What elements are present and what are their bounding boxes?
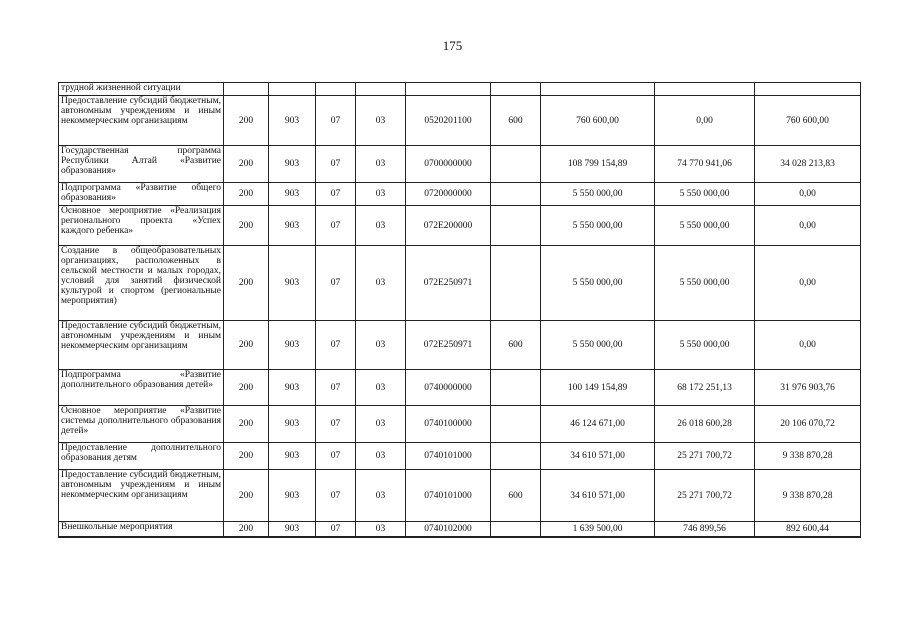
- cell-rz: [316, 83, 356, 96]
- cell-sum1: 5 550 000,00: [541, 183, 655, 206]
- cell-vr: 600: [491, 321, 541, 370]
- table-body: [59, 83, 861, 537]
- cell-sum1: 5 550 000,00: [541, 206, 655, 246]
- cell-csr: 0700000000: [406, 146, 491, 183]
- cell-pr: 03: [356, 406, 406, 443]
- cell-vr: [491, 443, 541, 470]
- cell-adm: 200: [224, 443, 269, 470]
- table-row: [59, 83, 861, 96]
- cell-name: Основное мероприятие «Развитие системы дополнительного образования детей»: [59, 406, 224, 443]
- cell-rz: 07: [316, 406, 356, 443]
- cell-sum2: 68 172 251,13: [655, 370, 755, 406]
- cell-adm: 200: [224, 183, 269, 206]
- cell-rz: 07: [316, 146, 356, 183]
- cell-adm: 200: [224, 321, 269, 370]
- cell-pr: 03: [356, 183, 406, 206]
- cell-adm: 200: [224, 370, 269, 406]
- cell-name: Предоставление субсидий бюджетным, автономным учреждениям и иным некоммерческим организациям: [59, 321, 224, 370]
- cell-vr: [491, 370, 541, 406]
- cell-csr: 072E200000: [406, 206, 491, 246]
- cell-sum2: 746 899,56: [655, 522, 755, 537]
- cell-adm: 200: [224, 246, 269, 321]
- cell-csr: 0740000000: [406, 370, 491, 406]
- cell-ved: 903: [269, 522, 316, 537]
- cell-rz: 07: [316, 470, 356, 522]
- cell-sum1: 5 550 000,00: [541, 246, 655, 321]
- cell-adm: 200: [224, 470, 269, 522]
- cell-pr: 03: [356, 96, 406, 146]
- cell-csr: 0740101000: [406, 470, 491, 522]
- cell-sum1: 100 149 154,89: [541, 370, 655, 406]
- cell-csr: 0740101000: [406, 443, 491, 470]
- cell-sum2: 25 271 700,72: [655, 443, 755, 470]
- cell-vr: [491, 406, 541, 443]
- cell-sum2: 74 770 941,06: [655, 146, 755, 183]
- cell-sum2: 26 018 600,28: [655, 406, 755, 443]
- table-row: [59, 406, 861, 443]
- cell-sum1: 34 610 571,00: [541, 470, 655, 522]
- cell-sum3: 31 976 903,76: [755, 370, 861, 406]
- cell-sum1: 108 799 154,89: [541, 146, 655, 183]
- cell-name: Подпрограмма «Развитие общего образования»: [59, 183, 224, 206]
- cell-adm: 200: [224, 96, 269, 146]
- table-row: [59, 321, 861, 370]
- cell-sum3: 0,00: [755, 183, 861, 206]
- cell-csr: 0740100000: [406, 406, 491, 443]
- cell-ved: 903: [269, 370, 316, 406]
- cell-sum3: 0,00: [755, 206, 861, 246]
- cell-sum1: 5 550 000,00: [541, 321, 655, 370]
- cell-rz: 07: [316, 443, 356, 470]
- cell-rz: 07: [316, 183, 356, 206]
- cell-rz: 07: [316, 206, 356, 246]
- page-number: 175: [442, 38, 463, 53]
- table-row: [59, 183, 861, 206]
- cell-sum2: 5 550 000,00: [655, 206, 755, 246]
- cell-rz: 07: [316, 370, 356, 406]
- cell-sum3: 0,00: [755, 246, 861, 321]
- budget-table: [58, 82, 861, 538]
- cell-sum3: 9 338 870,28: [755, 470, 861, 522]
- cell-sum2: [655, 83, 755, 96]
- cell-adm: 200: [224, 206, 269, 246]
- cell-ved: 903: [269, 183, 316, 206]
- cell-rz: 07: [316, 321, 356, 370]
- cell-csr: 0520201100: [406, 96, 491, 146]
- cell-ved: 903: [269, 470, 316, 522]
- cell-adm: 200: [224, 146, 269, 183]
- cell-vr: 600: [491, 470, 541, 522]
- cell-name: Подпрограмма «Развитие дополнительного образования детей»: [59, 370, 224, 406]
- cell-sum3: 9 338 870,28: [755, 443, 861, 470]
- cell-sum2: 5 550 000,00: [655, 321, 755, 370]
- cell-adm: 200: [224, 522, 269, 537]
- cell-sum2: 5 550 000,00: [655, 183, 755, 206]
- cell-sum1: 760 600,00: [541, 96, 655, 146]
- cell-name: Предоставление субсидий бюджетным, автономным учреждениям и иным некоммерческим организациям: [59, 96, 224, 146]
- cell-csr: [406, 83, 491, 96]
- cell-csr: 0740102000: [406, 522, 491, 537]
- cell-pr: 03: [356, 246, 406, 321]
- cell-vr: 600: [491, 96, 541, 146]
- cell-csr: 072E250971: [406, 321, 491, 370]
- cell-rz: 07: [316, 522, 356, 537]
- cell-name: трудной жизненной ситуации: [59, 83, 224, 96]
- cell-sum2: 0,00: [655, 96, 755, 146]
- table-row: [59, 96, 861, 146]
- cell-sum3: 0,00: [755, 321, 861, 370]
- cell-name: Предоставление дополнительного образования детям: [59, 443, 224, 470]
- cell-sum1: 34 610 571,00: [541, 443, 655, 470]
- cell-adm: [224, 83, 269, 96]
- cell-sum1: 46 124 671,00: [541, 406, 655, 443]
- cell-vr: [491, 522, 541, 537]
- cell-vr: [491, 246, 541, 321]
- cell-vr: [491, 83, 541, 96]
- cell-name: Государственная программа Республики Алтай «Развитие образования»: [59, 146, 224, 183]
- cell-ved: 903: [269, 246, 316, 321]
- cell-pr: 03: [356, 370, 406, 406]
- cell-csr: 072E250971: [406, 246, 491, 321]
- cell-name: Основное мероприятие «Реализация регионального проекта «Успех каждого ребенка»: [59, 206, 224, 246]
- cell-ved: 903: [269, 96, 316, 146]
- cell-ved: 903: [269, 443, 316, 470]
- cell-vr: [491, 206, 541, 246]
- cell-ved: 903: [269, 206, 316, 246]
- table-row: [59, 370, 861, 406]
- cell-sum3: 760 600,00: [755, 96, 861, 146]
- cell-ved: 903: [269, 321, 316, 370]
- cell-vr: [491, 146, 541, 183]
- cell-pr: 03: [356, 146, 406, 183]
- cell-rz: 07: [316, 246, 356, 321]
- cell-pr: 03: [356, 206, 406, 246]
- cell-ved: 903: [269, 146, 316, 183]
- cell-sum1: [541, 83, 655, 96]
- cell-pr: 03: [356, 522, 406, 537]
- table-row: [59, 206, 861, 246]
- cell-sum3: 34 028 213,83: [755, 146, 861, 183]
- table-row: [59, 246, 861, 321]
- cell-vr: [491, 183, 541, 206]
- cell-sum2: 5 550 000,00: [655, 246, 755, 321]
- cell-name: Создание в общеобразовательных организациях, расположенных в сельской местности и малых городах, условий для занятий физической культурой и спортом (региональные мероприятия): [59, 246, 224, 321]
- cell-pr: 03: [356, 443, 406, 470]
- cell-name: Внешкольные мероприятия: [59, 522, 224, 537]
- cell-ved: 903: [269, 406, 316, 443]
- cell-pr: 03: [356, 470, 406, 522]
- cell-sum3: [755, 83, 861, 96]
- cell-sum2: 25 271 700,72: [655, 470, 755, 522]
- cell-name: Предоставление субсидий бюджетным, автономным учреждениям и иным некоммерческим организациям: [59, 470, 224, 522]
- cell-sum3: 20 106 070,72: [755, 406, 861, 443]
- cell-pr: 03: [356, 321, 406, 370]
- cell-rz: 07: [316, 96, 356, 146]
- cell-ved: [269, 83, 316, 96]
- cell-sum3: 892 600,44: [755, 522, 861, 537]
- cell-pr: [356, 83, 406, 96]
- table-row: [59, 443, 861, 470]
- cell-sum1: 1 639 500,00: [541, 522, 655, 537]
- table-row: [59, 146, 861, 183]
- cell-csr: 0720000000: [406, 183, 491, 206]
- table-row: [59, 522, 861, 537]
- cell-adm: 200: [224, 406, 269, 443]
- table-row: [59, 470, 861, 522]
